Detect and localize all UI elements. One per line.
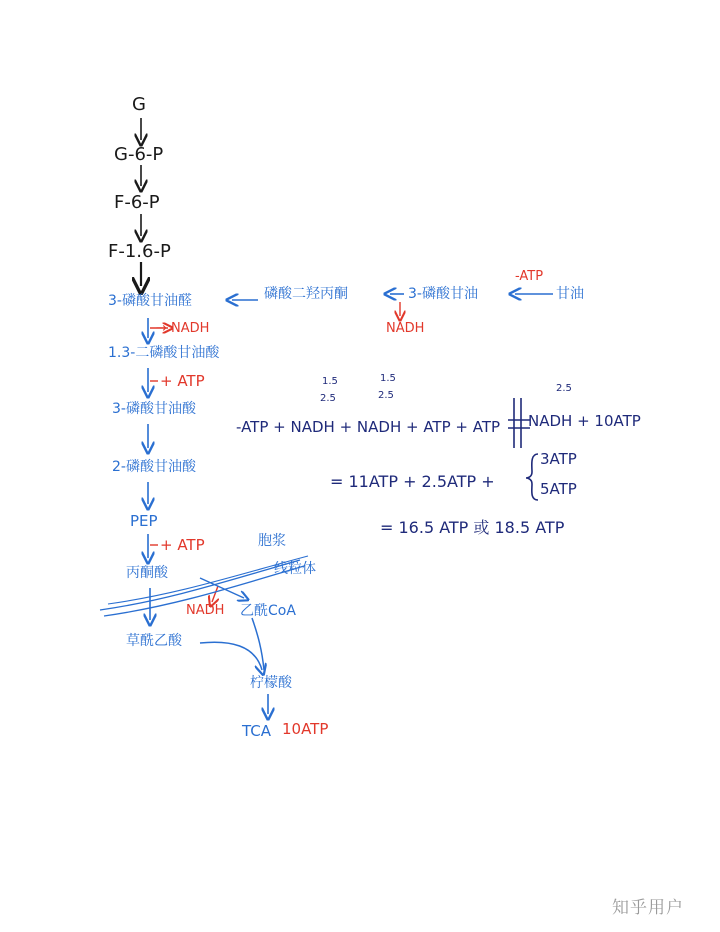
f6p-label: F-6-P bbox=[114, 192, 160, 213]
dhap-label: 磷酸二羟丙酮 bbox=[264, 286, 348, 302]
arrow-pyruvate-acetylcoa bbox=[200, 578, 244, 598]
arrow-red-nadh2 bbox=[212, 586, 218, 602]
f16p-label: F-1.6-P bbox=[108, 241, 171, 262]
nadh-label-1: → NADH bbox=[156, 321, 210, 336]
coef-5: 2.5 bbox=[556, 383, 572, 394]
atp-label-2: + ATP bbox=[160, 536, 205, 554]
citrate-label: 柠檬酸 bbox=[250, 675, 292, 691]
cytoplasm-label: 胞浆 bbox=[258, 533, 286, 549]
2-phosphoglycerate-label: 2-磷酸甘油酸 bbox=[112, 459, 196, 475]
coef-1: 1.5 bbox=[322, 376, 338, 387]
nadh-label-2: NADH bbox=[186, 603, 225, 618]
coef-3: 1.5 bbox=[380, 373, 396, 384]
3-phosphoglycerate-label: 3-磷酸甘油酸 bbox=[112, 401, 196, 417]
glycerol-3p-label: 3-磷酸甘油 bbox=[408, 286, 478, 302]
brace bbox=[526, 454, 538, 500]
acetyl-coa-label: 乙酰CoA bbox=[240, 603, 296, 619]
atp-label-1: + ATP bbox=[160, 372, 205, 390]
bisphosphoglycerate-label: 1.3-二磷酸甘油酸 bbox=[108, 345, 220, 361]
glycerol-label: 甘油 bbox=[556, 286, 584, 302]
arrow-acetylcoa-citrate bbox=[252, 618, 264, 670]
watermark: 知乎用户 bbox=[612, 898, 684, 918]
brace-bottom: 5ATP bbox=[540, 480, 577, 498]
mitochondria-label: 线粒体 bbox=[274, 561, 316, 577]
pep-label: PEP bbox=[130, 512, 158, 530]
oxaloacetate-label: 草酰乙酸 bbox=[126, 633, 182, 649]
glucose-label: G bbox=[132, 94, 146, 115]
pyruvate-label: 丙酮酸 bbox=[126, 565, 168, 581]
glyceraldehyde-3p-label: 3-磷酸甘油醛 bbox=[108, 293, 192, 309]
arrow-oxaloacetate-citrate bbox=[200, 642, 262, 670]
brace-top: 3ATP bbox=[540, 450, 577, 468]
glycerol-nadh-label: NADH bbox=[386, 321, 425, 336]
tca-label: TCA bbox=[242, 722, 272, 740]
calc-line-1: -ATP + NADH + NADH + ATP + ATP bbox=[236, 418, 501, 436]
calc-line-3: = 16.5 ATP 或 18.5 ATP bbox=[380, 518, 565, 537]
tca-atp-label: 10ATP bbox=[282, 720, 329, 738]
calc-line-2: = 11ATP + 2.5ATP + bbox=[330, 472, 495, 491]
calc-line-1-end: NADH + 10ATP bbox=[528, 412, 641, 430]
coef-2: 2.5 bbox=[320, 393, 336, 404]
minus-atp-label: -ATP bbox=[515, 269, 544, 284]
g6p-label: G-6-P bbox=[114, 144, 164, 165]
coef-4: 2.5 bbox=[378, 390, 394, 401]
